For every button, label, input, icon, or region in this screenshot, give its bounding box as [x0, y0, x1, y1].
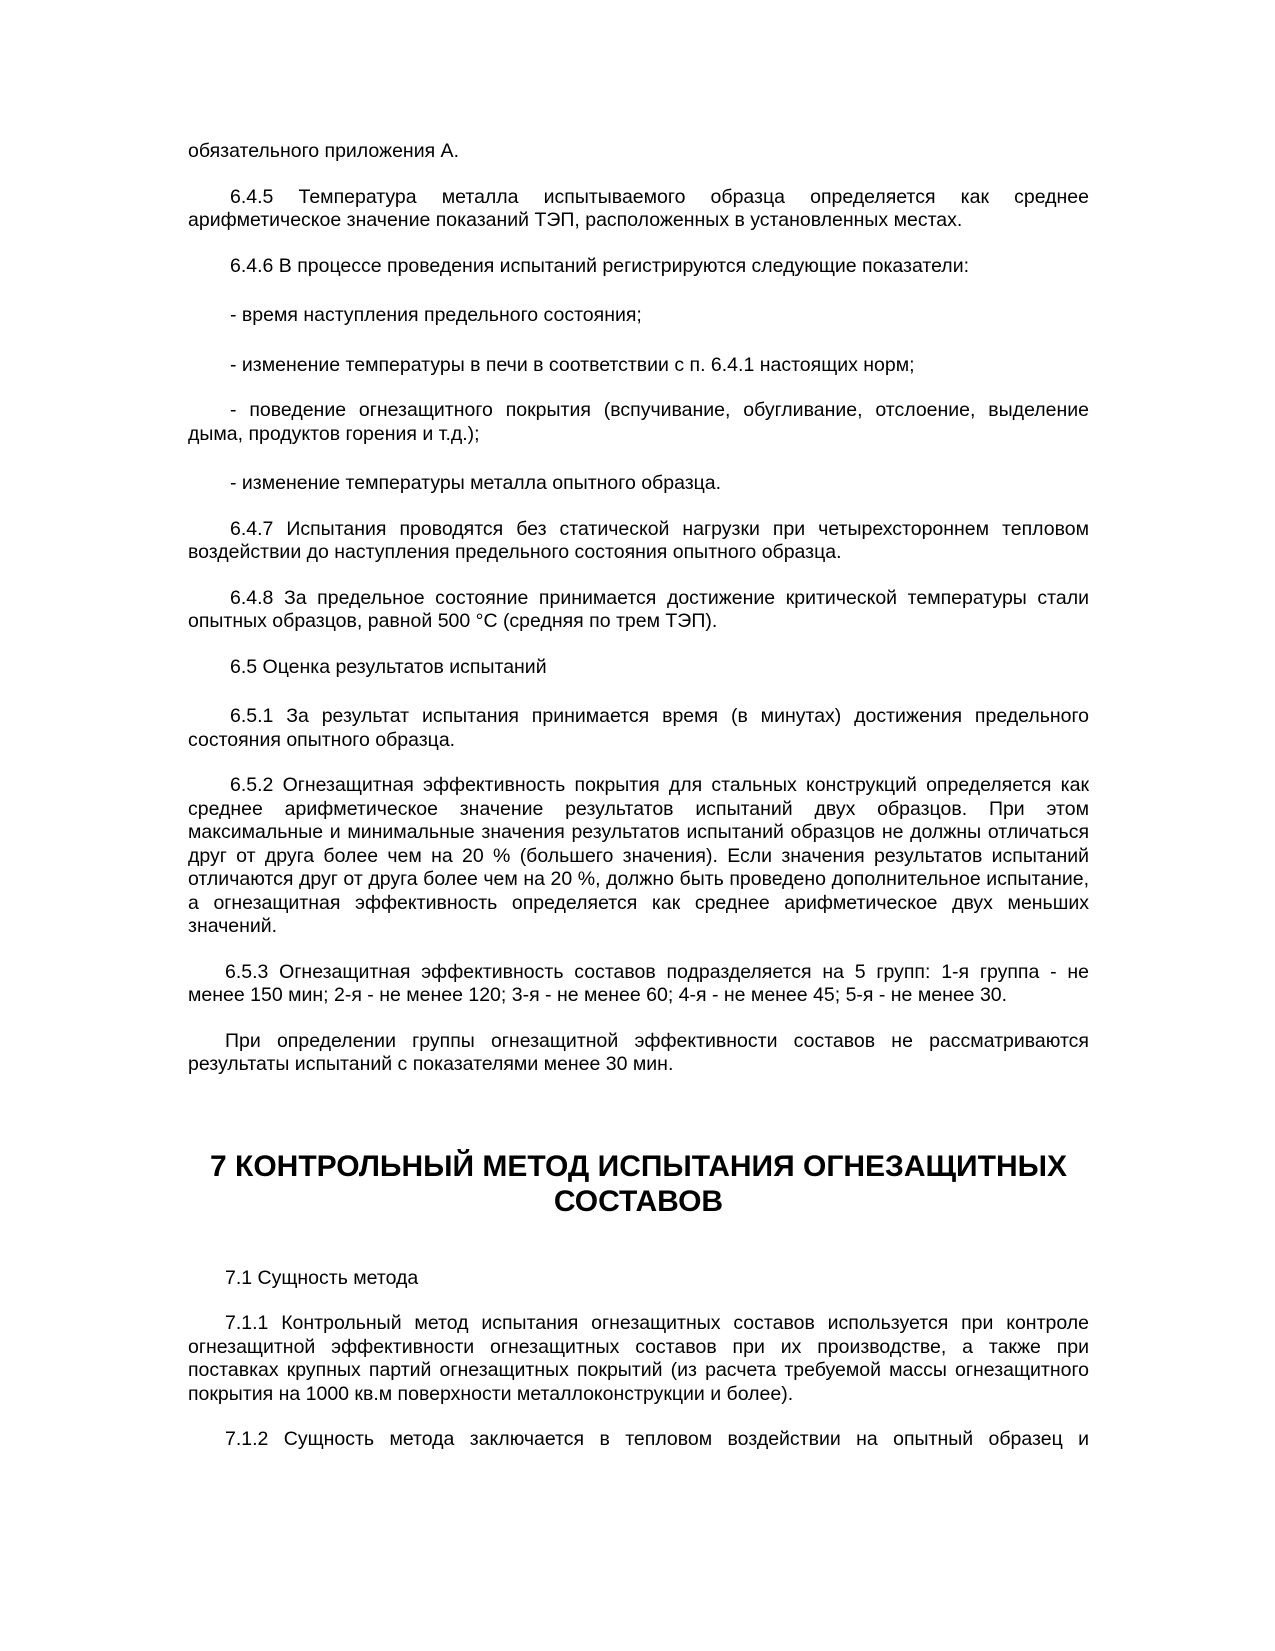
section-7-heading: 7 КОНТРОЛЬНЫЙ МЕТОД ИСПЫТАНИЯ ОГНЕЗАЩИТНЫХ СОСТАВОВ	[210, 1149, 1067, 1218]
paragraph-7-1-2: 7.1.2 Сущность метода заключается в тепловом воздействии на опытный образец и	[225, 1428, 1089, 1450]
paragraph-6-5-1: 6.5.1 За результат испытания принимается время (в минутах) достижения предельного состояния опытного образца.	[188, 705, 1089, 751]
list-item-metal-temperature: - изменение температуры металла опытного образца.	[230, 472, 722, 494]
paragraph-7-1-1: 7.1.1 Контрольный метод испытания огнезащитных составов используется при контроле огнезащитной эффективности огнезащитных составов при их производстве, а также при поставках крупных партий огнезащитных покрытий (из расчета требуемой массы огнезащитного покрытия на 1000 кв.м поверхности металлоконструкции и более).	[188, 1312, 1089, 1405]
list-item-coating-behavior: - поведение огнезащитного покрытия (вспучивание, обугливание, отслоение, выделение дыма, продуктов горения и т.д.);	[188, 399, 1089, 445]
paragraph-6-5-3: 6.5.3 Огнезащитная эффективность составов подразделяется на 5 групп: 1-я группа - не менее 150 мин; 2-я - не менее 120; 3-я - не менее 60; 4-я - не менее 45; 5-я - не менее 30.	[188, 960, 1089, 1006]
document-page	[188, 140, 1089, 1452]
paragraph-group-note: При определении группы огнезащитной эффективности составов не рассматриваются результаты испытаний с показателями менее 30 мин.	[188, 1029, 1089, 1075]
subsection-7-1-title: 7.1 Сущность метода	[225, 1266, 419, 1289]
paragraph-6-4-8: 6.4.8 За предельное состояние принимается достижение критической температуры стали опытных образцов, равной 500 °С (средняя по трем ТЭП).	[188, 586, 1089, 632]
paragraph-6-4-5: 6.4.5 Температура металла испытываемого образца определяется как среднее арифметическое значение показаний ТЭП, расположенных в установленных местах.	[188, 185, 1089, 231]
list-item-furnace-temperature: - изменение температуры в печи в соответствии с п. 6.4.1 настоящих норм;	[230, 353, 915, 376]
subsection-6-5-title: 6.5 Оценка результатов испытаний	[230, 655, 547, 678]
paragraph-6-4-6: 6.4.6 В процессе проведения испытаний регистрируются следующие показатели:	[230, 254, 970, 277]
list-item-time: - время наступления предельного состояния;	[230, 304, 642, 326]
paragraph-6-5-2: 6.5.2 Огнезащитная эффективность покрытия для стальных конструкций определяется как среднее арифметическое значение результатов испытаний двух образцов. При этом максимальные и минимальные значения результатов испытаний образцов не должны отличаться друг от друга более чем на 20 % (большего значения). Если значения результатов испытаний отличаются друг от друга более чем на 20 %, должно быть проведено дополнительное испытание, а огнезащитная эффективность определяется как среднее арифметическое двух меньших значений.	[188, 774, 1089, 937]
paragraph-continuation: обязательного приложения А.	[188, 140, 459, 162]
paragraph-6-4-7: 6.4.7 Испытания проводятся без статической нагрузки при четырехстороннем тепловом воздействии до наступления предельного состояния опытного образца.	[188, 517, 1089, 563]
